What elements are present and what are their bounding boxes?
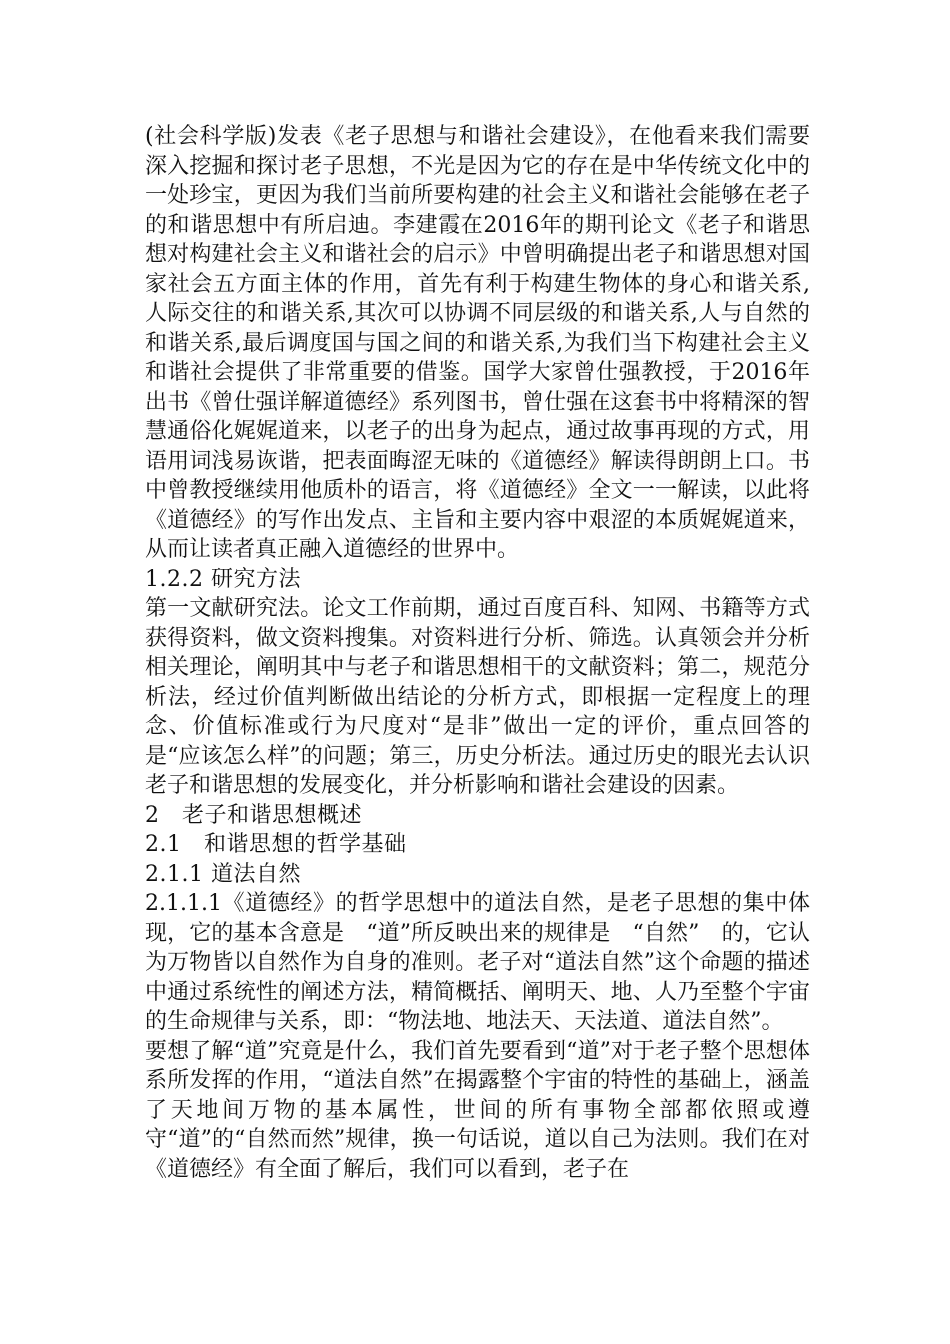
heading-chapter-2: 2 老子和谐思想概述 [145,802,362,828]
paragraph-research-methods: 第一文献研究法。论文工作前期，通过百度百科、知网、书籍等方式获得资料，做文资料搜集。对资料进行分析、筛选。认真领会并分析相关理论，阐明其中与老子和谐思想相干的文献资料；第二，规范分析法，经过价值判断做出结论的分析方式，即根据一定程度上的理念、价值标准或行为尺度对“是非”做出一定的评价，重点回答的是“应该怎么样”的问题；第三，历史分析法。通过历史的眼光去认识老子和谐思想的发展变化，并分析影响和谐社会建设的因素。 [145,596,810,798]
heading-section-2-1: 2.1 和谐思想的哲学基础 [145,832,407,857]
heading-research-methods: 1.2.2 研究方法 [145,566,301,592]
document-page [145,122,810,1184]
heading-section-2-1-1: 2.1.1 道法自然 [145,861,301,887]
paragraph-understanding-dao: 要想了解“道”究竟是什么，我们首先要看到“道”对于老子整个思想体系所发挥的作用，“道法自然”在揭露整个宇宙的特性的基础上，涵盖了天地间万物的基本属性，世间的所有事物全部都依照或遵守“道”的“自然而然”规律，换一句话说，道以自己为法则。我们在对《道德经》有全面了解后，我们可以看到，老子在 [145,1038,810,1182]
paragraph-literature-review: (社会科学版)发表《老子思想与和谐社会建设》，在他看来我们需要深入挖掘和探讨老子思想，不光是因为它的存在是中华传统文化中的一处珍宝，更因为我们当前所要构建的社会主义和谐社会能够在老子的和谐思想中有所启迪。李建霞在2016年的期刊论文《老子和谐思想对构建社会主义和谐社会的启示》中曾明确提出老子和谐思想对国家社会五方面主体的作用，首先有利于构建生物体的身心和谐关系,人际交往的和谐关系,其次可以协调不同层级的和谐关系,人与自然的和谐关系,最后调度国与国之间的和谐关系,为我们当下构建社会主义和谐社会提供了非常重要的借鉴。国学大家曾仕强教授，于2016年出书《曾仕强详解道德经》系列图书，曾仕强在这套书中将精深的智慧通俗化娓娓道来，以老子的出身为起点，通过故事再现的方式，用语用词浅易诙谐，把表面晦涩无味的《道德经》解读得朗朗上口。书中曾教授继续用他质朴的语言，将《道德经》全文一一解读，以此将《道德经》的写作出发点、主旨和主要内容中艰涩的本质娓娓道来，从而让读者真正融入道德经的世界中。 [145,124,810,562]
paragraph-dao-follows-nature: 2.1.1.1《道德经》的哲学思想中的道法自然，是老子思想的集中体现，它的基本含意是 “道”所反映出来的规律是 “自然” 的，它认为万物皆以自然作为自身的准则。老子对“道法自然”这个命题的描述中通过系统性的阐述方法，精简概括、阐明天、地、人乃至整个宇宙的生命规律与关系，即：“物法地、地法天、天法道、道法自然”。 [145,891,810,1034]
